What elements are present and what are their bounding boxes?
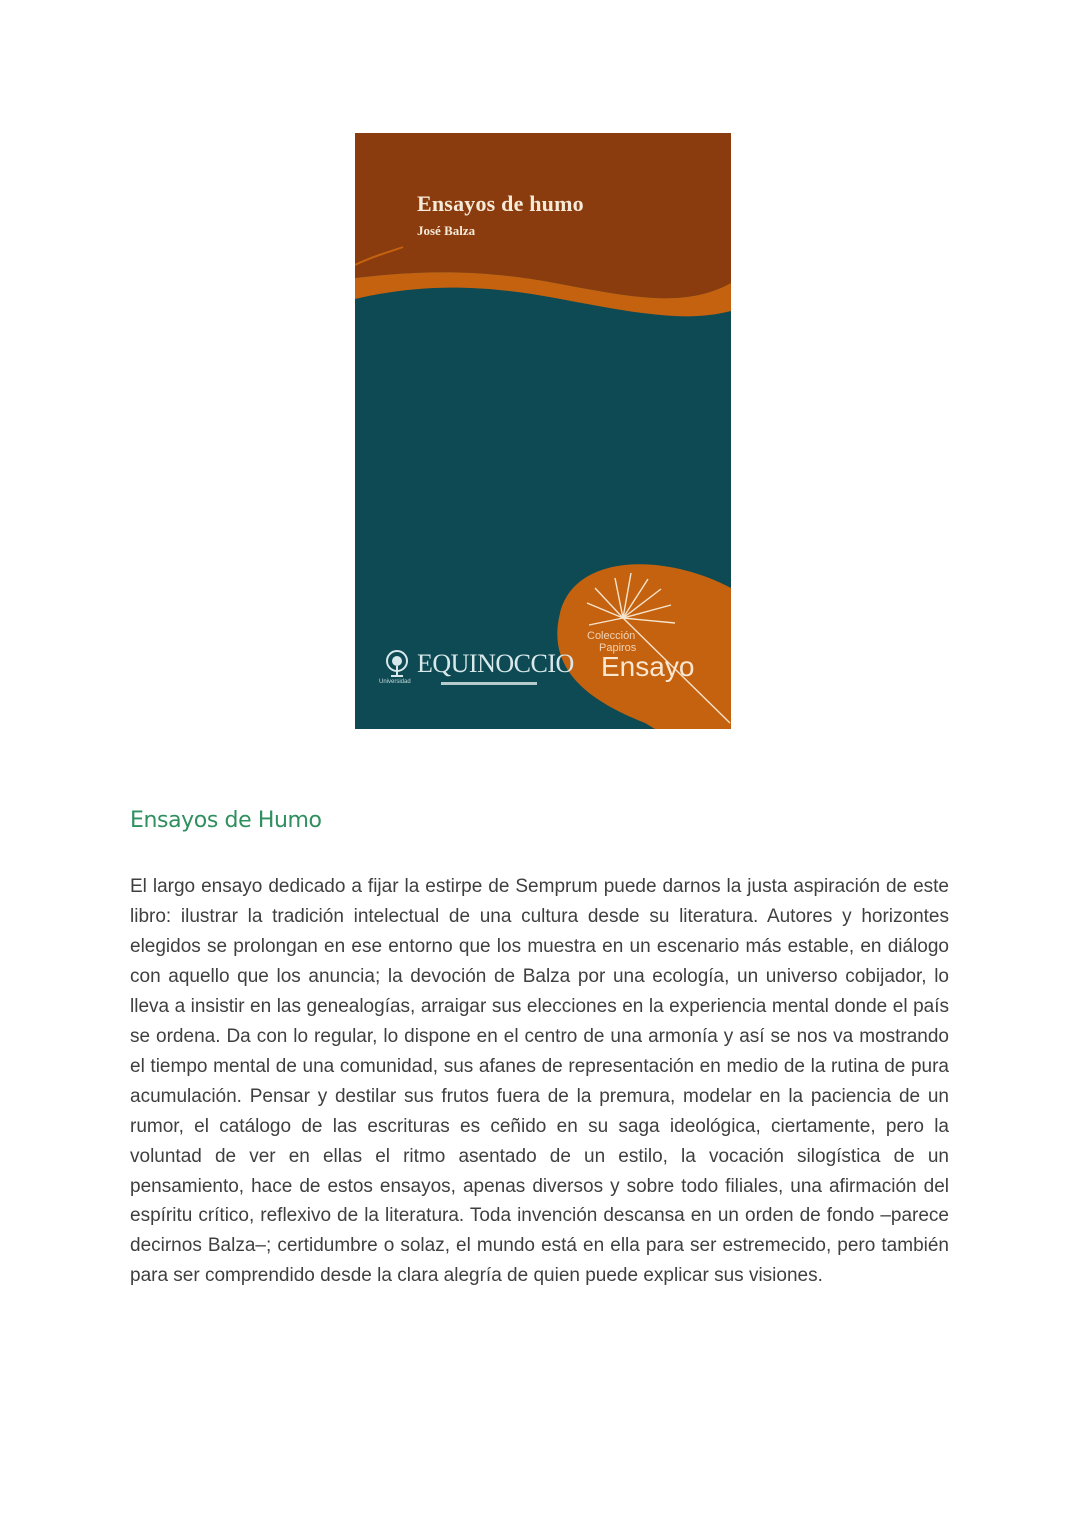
collection-name: Papiros bbox=[599, 642, 637, 654]
publisher-tag: Universidad bbox=[379, 679, 411, 685]
publisher-name: EQUINOCCIO bbox=[417, 649, 574, 678]
article-body: El largo ensayo dedicado a fijar la estirpe de Semprum puede darnos la justa aspiración de este libro: ilustrar la tradición intelectual de una cultura desde su literatura. Autores y horizontes elegidos se prolongan en ese entorno que los muestra en un escenario más estable, en diálogo con aquello que los anuncia; la devoción de Balza por una ecología, un universo cobijador, lo lleva a insistir en las genealogías, arraigar sus elecciones en la experiencia mental donde el país se ordena. Da con lo regular, lo dispone en el centro de una armonía y así se nos va mostrando el tiempo mental de una comunidad, sus afanes de representación en medio de la rutina de pura acumulación. Pensar y destilar sus frutos fuera de la premura, modelar en la paciencia de un rumor, el catálogo de las escrituras es ceñido en su saga ideológica, ciertamente, pero la voluntad de ver en ellas el ritmo asentado de un estilo, la vocación silogística de un pensamiento, hace de estos ensayos, apenas diversos y sobre todo filiales, una afirmación del espíritu crítico, reflexivo de la literatura. Toda invención descansa en un orden de fondo –parece decirnos Balza–; certidumbre o solaz, el mundo está en ella para ser estremecido, pero también para ser comprendido desde la clara alegría de quien puede explicar sus visiones. bbox=[130, 876, 949, 1287]
cover-background bbox=[355, 133, 731, 729]
book-cover bbox=[355, 133, 731, 729]
publisher-underline bbox=[441, 682, 537, 685]
collection-series: Ensayo bbox=[601, 651, 695, 682]
collection-label: Colección bbox=[587, 630, 636, 642]
cover-title: Ensayos de humo bbox=[417, 191, 584, 216]
article-heading: Ensayos de Humo bbox=[130, 808, 322, 833]
publisher-logo bbox=[379, 649, 574, 685]
tree-emblem-icon bbox=[379, 649, 415, 679]
cover-author: José Balza bbox=[417, 223, 476, 238]
